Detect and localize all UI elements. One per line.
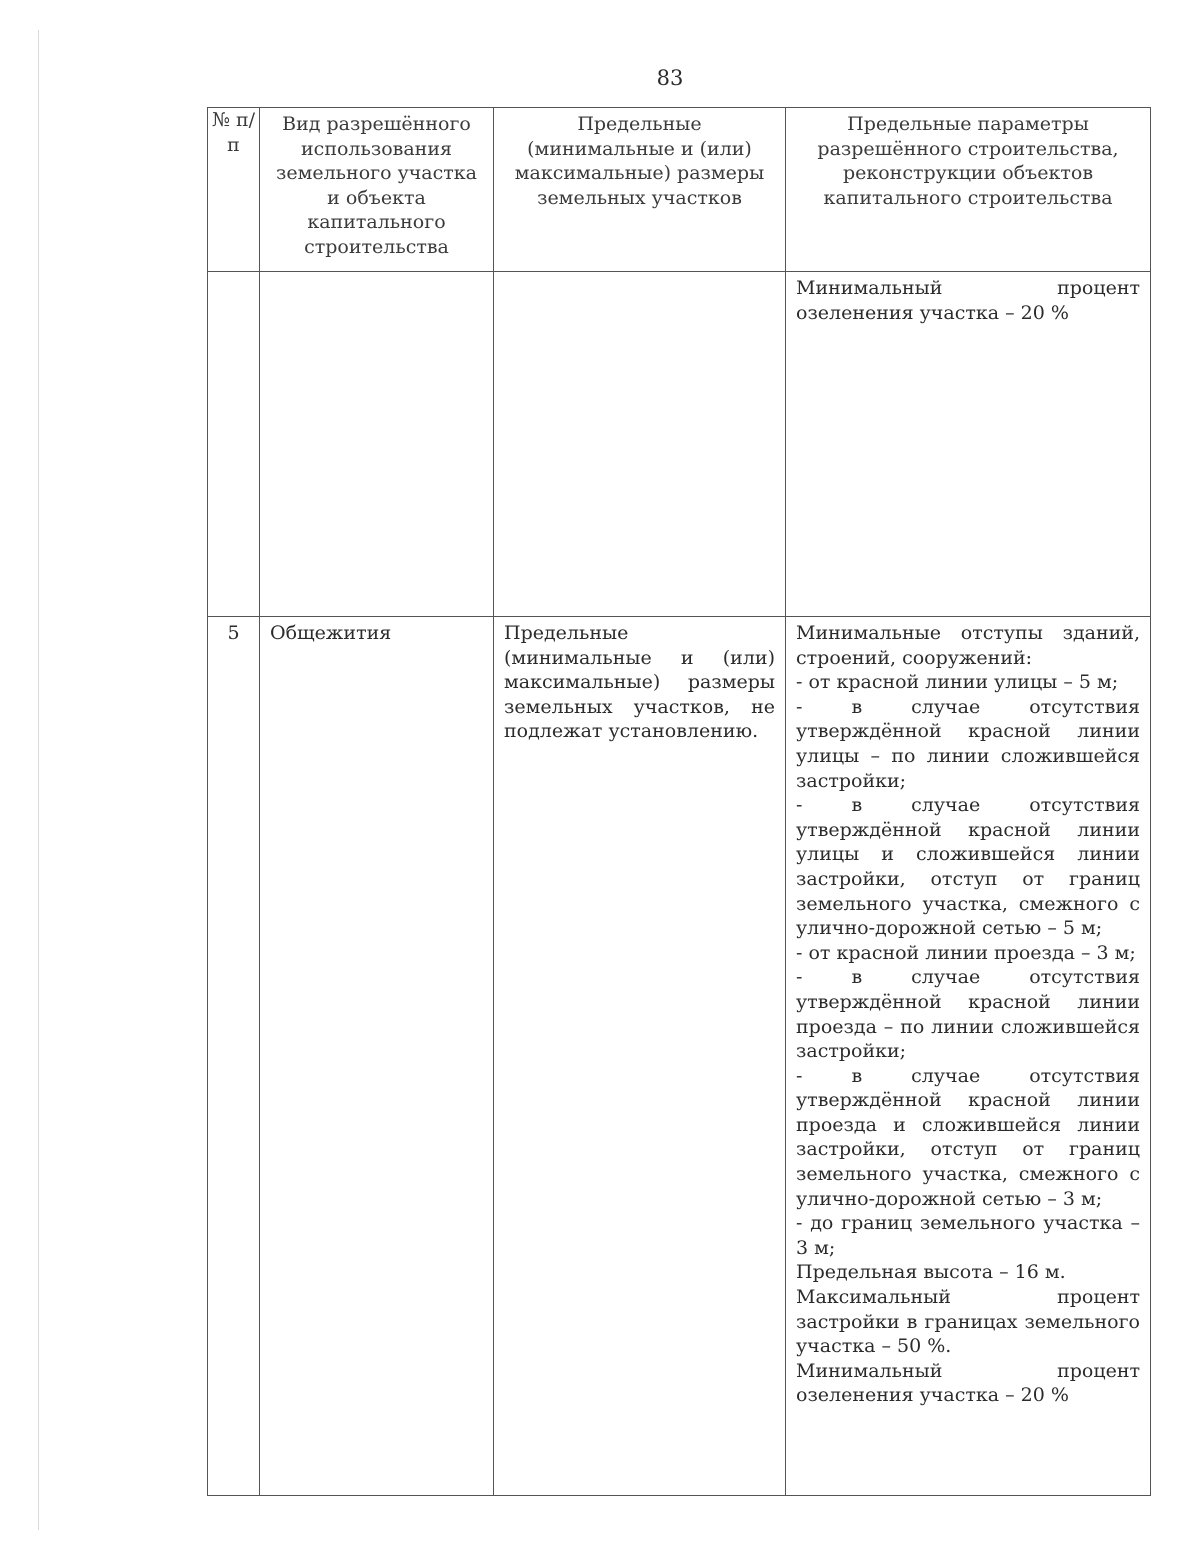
cell-number: 5 [208,617,260,1496]
regulations-table [207,107,1151,1496]
param-line: озеленения участка – 20 % [796,301,1069,324]
header-parameters: Предельные параметры разрешённого строительства, реконструкции объектов капитального строительства [786,108,1151,272]
header-use-type: Вид разрешённого использования земельного участка и объекта капитального строительства [260,108,494,272]
param-line: - в случае отсутствия утверждённой красной линии проезда и сложившейся линии застройки, отступ от границ земельного участка, смежного с улично-дорожной сетью – 3 м; [796,1064,1140,1210]
cell-parameters [786,617,1151,1496]
cell-parameters [786,272,1151,617]
param-line: Минимальный процент [796,277,1140,299]
param-line: - в случае отсутствия утверждённой красной линии улицы и сложившейся линии застройки, отступ от границ земельного участка, смежного с улично-дорожной сетью – 5 м; [796,794,1140,940]
table-row [208,617,1151,1496]
cell-plot-sizes: Предельные (минимальные и (или) максимальные) размеры земельных участков, не подлежат установлению. [494,617,786,1496]
header-number: № п/п [208,108,260,272]
param-line: - от красной линии проезда – 3 м; [796,941,1136,964]
header-plot-sizes: Предельные (минимальные и (или) максимальные) размеры земельных участков [494,108,786,272]
param-line: Минимальный процент озеленения участка – 20 % [796,1359,1140,1407]
param-line: - в случае отсутствия утверждённой красной линии улицы – по линии сложившейся застройки; [796,695,1140,792]
param-line: - от красной линии улицы – 5 м; [796,671,1119,694]
scan-edge-line [38,30,39,1530]
param-line: Предельная высота – 16 м. [796,1261,1066,1284]
page-number: 83 [656,66,684,90]
cell-use-type [260,272,494,617]
cell-plot-sizes [494,272,786,617]
table-header-row [208,108,1151,272]
table-row [208,272,1151,617]
param-line: - до границ земельного участка – 3 м; [796,1212,1140,1259]
param-line: - в случае отсутствия утверждённой красной линии проезда – по линии сложившейся застройки; [796,966,1140,1063]
param-line: Максимальный процент застройки в границах земельного участка – 50 %. [796,1286,1140,1358]
param-line: Минимальные отступы зданий, строений, сооружений: [796,622,1140,669]
cell-number [208,272,260,617]
cell-use-type: Общежития [260,617,494,1496]
